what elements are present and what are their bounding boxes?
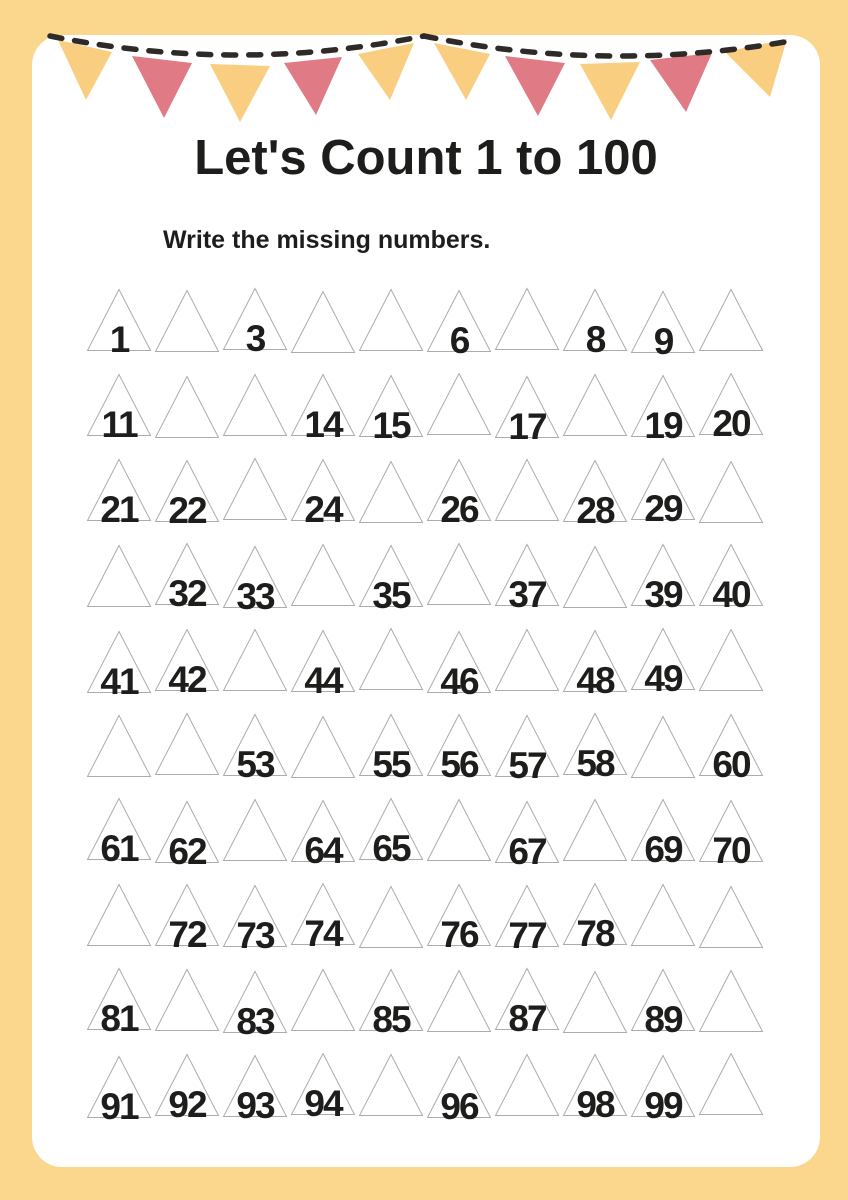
triangle-cell-filled <box>357 374 425 447</box>
cell-number: 77 <box>508 915 546 957</box>
triangle-cell-filled <box>493 800 561 873</box>
cell-number: 55 <box>372 744 410 786</box>
pennant-flag-pink <box>505 56 565 116</box>
triangle-cell-filled <box>561 288 629 361</box>
triangle-cell-filled <box>85 630 153 703</box>
number-grid <box>85 288 767 1138</box>
cell-number: 64 <box>304 830 342 872</box>
grid-row <box>85 543 767 628</box>
triangle-cell-blank <box>697 1052 765 1116</box>
triangle-outline <box>562 545 628 609</box>
cell-number: 65 <box>372 828 410 870</box>
triangle-outline <box>698 460 764 524</box>
cell-number: 53 <box>236 744 274 786</box>
triangle-cell-filled <box>221 287 289 360</box>
triangle-cell-filled <box>629 968 697 1041</box>
cell-number: 67 <box>508 831 546 873</box>
triangle-outline <box>358 885 424 949</box>
triangle-cell-filled <box>289 458 357 531</box>
triangle-outline <box>562 970 628 1034</box>
triangle-cell-blank <box>493 1053 561 1117</box>
page-title: Let's Count 1 to 100 <box>194 131 658 185</box>
triangle-outline <box>358 288 424 352</box>
cell-number: 91 <box>100 1086 138 1128</box>
grid-row <box>85 713 767 798</box>
instruction-text: Write the missing numbers. <box>163 226 491 255</box>
cell-number: 17 <box>508 406 546 448</box>
pennant-flag-yellow <box>58 40 112 100</box>
triangle-outline <box>698 1052 764 1116</box>
triangle-cell-filled <box>561 459 629 532</box>
triangle-cell-filled <box>561 882 629 955</box>
triangle-cell-filled <box>357 968 425 1041</box>
triangle-cell-blank <box>425 798 493 862</box>
cell-number: 69 <box>644 829 682 871</box>
triangle-cell-blank <box>289 543 357 607</box>
triangle-cell-filled <box>629 290 697 363</box>
cell-number: 19 <box>644 405 682 447</box>
triangle-cell-filled <box>289 1052 357 1125</box>
cell-number: 74 <box>304 913 342 955</box>
triangle-cell-filled <box>153 628 221 701</box>
triangle-cell-blank <box>697 969 765 1033</box>
triangle-cell-blank <box>289 968 357 1032</box>
cell-number: 44 <box>304 660 342 702</box>
cell-number: 56 <box>440 744 478 786</box>
triangle-cell-blank <box>153 968 221 1032</box>
cell-number: 6 <box>449 320 469 362</box>
triangle-cell-filled <box>425 289 493 362</box>
triangle-outline <box>222 798 288 862</box>
triangle-cell-blank <box>561 373 629 437</box>
triangle-cell-blank <box>153 375 221 439</box>
cell-number: 76 <box>440 914 478 956</box>
triangle-outline <box>562 798 628 862</box>
triangle-cell-blank <box>357 288 425 352</box>
pennant-flags <box>58 39 787 122</box>
cell-number: 9 <box>653 321 673 363</box>
cell-number: 42 <box>168 659 206 701</box>
triangle-cell-filled <box>153 542 221 615</box>
triangle-outline <box>154 375 220 439</box>
triangle-cell-blank <box>221 628 289 692</box>
triangle-outline <box>426 969 492 1033</box>
cell-number: 98 <box>576 1084 614 1126</box>
triangle-outline <box>358 627 424 691</box>
triangle-outline <box>698 628 764 692</box>
triangle-outline <box>494 287 560 351</box>
triangle-outline <box>426 542 492 606</box>
cell-number: 85 <box>372 999 410 1041</box>
triangle-cell-blank <box>153 712 221 776</box>
cell-number: 20 <box>712 403 750 445</box>
grid-row <box>85 458 767 543</box>
triangle-cell-blank <box>357 460 425 524</box>
triangle-outline <box>358 460 424 524</box>
triangle-cell-blank <box>221 457 289 521</box>
triangle-outline <box>358 1053 424 1117</box>
worksheet-content <box>32 35 820 1138</box>
triangle-cell-filled <box>357 544 425 617</box>
cell-number: 96 <box>440 1086 478 1128</box>
pennant-flag-yellow <box>434 43 490 100</box>
cell-number: 99 <box>644 1085 682 1127</box>
triangle-cell-filled <box>289 799 357 872</box>
cell-number: 21 <box>100 489 138 531</box>
cell-number: 8 <box>585 319 605 361</box>
cell-number: 37 <box>508 574 546 616</box>
cell-number: 57 <box>508 745 546 787</box>
cell-number: 72 <box>168 914 206 956</box>
cell-number: 15 <box>372 405 410 447</box>
grid-row <box>85 883 767 968</box>
cell-number: 94 <box>304 1083 342 1125</box>
triangle-cell-blank <box>221 798 289 862</box>
cell-number: 87 <box>508 998 546 1040</box>
triangle-outline <box>630 715 696 779</box>
grid-row <box>85 288 767 373</box>
triangle-cell-filled <box>289 882 357 955</box>
triangle-cell-filled <box>561 712 629 785</box>
pennant-flag-pink <box>284 57 342 115</box>
cell-number: 1 <box>109 319 129 361</box>
triangle-cell-filled <box>289 373 357 446</box>
pennant-flag-yellow <box>358 43 414 100</box>
cell-number: 62 <box>168 831 206 873</box>
triangle-cell-filled <box>629 627 697 700</box>
pennant-flag-yellow <box>580 62 640 120</box>
triangle-cell-filled <box>85 288 153 361</box>
triangle-cell-blank <box>697 628 765 692</box>
cell-number: 70 <box>712 830 750 872</box>
grid-row <box>85 373 767 458</box>
triangle-outline <box>494 1053 560 1117</box>
triangle-cell-blank <box>289 290 357 354</box>
triangle-cell-filled <box>153 1053 221 1126</box>
triangle-outline <box>290 543 356 607</box>
triangle-cell-blank <box>493 287 561 351</box>
triangle-cell-blank <box>425 542 493 606</box>
triangle-outline <box>290 968 356 1032</box>
triangle-cell-filled <box>561 1053 629 1126</box>
cell-number: 28 <box>576 490 614 532</box>
triangle-cell-blank <box>289 715 357 779</box>
cell-number: 14 <box>304 404 342 446</box>
triangle-outline <box>426 798 492 862</box>
pennant-flag-pink <box>650 53 712 112</box>
triangle-cell-filled <box>221 545 289 618</box>
triangle-cell-filled <box>425 713 493 786</box>
cell-number: 22 <box>168 490 206 532</box>
triangle-cell-filled <box>697 713 765 786</box>
cell-number: 40 <box>712 574 750 616</box>
cell-number: 41 <box>100 661 138 703</box>
triangle-outline <box>222 373 288 437</box>
cell-number: 11 <box>101 404 137 446</box>
triangle-cell-filled <box>697 372 765 445</box>
cell-number: 60 <box>712 744 750 786</box>
triangle-cell-filled <box>493 967 561 1040</box>
cell-number: 33 <box>236 576 274 618</box>
triangle-cell-blank <box>493 628 561 692</box>
triangle-cell-filled <box>493 884 561 957</box>
triangle-cell-filled <box>85 1055 153 1128</box>
cell-number: 92 <box>168 1084 206 1126</box>
triangle-cell-blank <box>629 883 697 947</box>
triangle-cell-filled <box>697 543 765 616</box>
triangle-outline <box>222 457 288 521</box>
pennant-flag-pink <box>132 56 192 118</box>
triangle-cell-filled <box>153 883 221 956</box>
triangle-cell-blank <box>697 460 765 524</box>
triangle-cell-blank <box>425 969 493 1033</box>
triangle-cell-blank <box>561 970 629 1034</box>
triangle-outline <box>562 373 628 437</box>
triangle-cell-filled <box>629 457 697 530</box>
cell-number: 32 <box>168 573 206 615</box>
triangle-outline <box>698 969 764 1033</box>
triangle-cell-filled <box>629 798 697 871</box>
triangle-cell-filled <box>221 1054 289 1127</box>
triangle-cell-filled <box>85 797 153 870</box>
grid-row <box>85 798 767 883</box>
triangle-cell-filled <box>221 970 289 1043</box>
triangle-outline <box>154 712 220 776</box>
triangle-cell-blank <box>697 885 765 949</box>
triangle-cell-blank <box>85 883 153 947</box>
triangle-cell-filled <box>493 714 561 787</box>
triangle-cell-filled <box>85 458 153 531</box>
bunting-banner <box>0 0 848 145</box>
triangle-cell-filled <box>289 629 357 702</box>
triangle-outline <box>290 290 356 354</box>
triangle-cell-blank <box>561 798 629 862</box>
triangle-outline <box>222 628 288 692</box>
triangle-cell-filled <box>629 1054 697 1127</box>
cell-number: 83 <box>236 1001 274 1043</box>
triangle-outline <box>86 883 152 947</box>
grid-row <box>85 968 767 1053</box>
triangle-cell-blank <box>85 714 153 778</box>
cell-number: 46 <box>440 661 478 703</box>
cell-number: 3 <box>245 318 265 360</box>
cell-number: 26 <box>440 489 478 531</box>
triangle-cell-blank <box>425 372 493 436</box>
triangle-cell-filled <box>425 458 493 531</box>
cell-number: 39 <box>644 574 682 616</box>
grid-row <box>85 1053 767 1138</box>
triangle-cell-blank <box>561 545 629 609</box>
triangle-cell-filled <box>425 883 493 956</box>
cell-number: 49 <box>644 658 682 700</box>
triangle-cell-filled <box>697 799 765 872</box>
triangle-cell-filled <box>153 459 221 532</box>
triangle-cell-blank <box>493 458 561 522</box>
grid-row <box>85 628 767 713</box>
triangle-outline <box>698 288 764 352</box>
triangle-cell-filled <box>153 800 221 873</box>
triangle-cell-filled <box>561 629 629 702</box>
triangle-cell-filled <box>221 884 289 957</box>
triangle-cell-blank <box>697 288 765 352</box>
cell-number: 24 <box>304 489 342 531</box>
cell-number: 48 <box>576 660 614 702</box>
triangle-outline <box>630 883 696 947</box>
triangle-outline <box>290 715 356 779</box>
triangle-outline <box>426 372 492 436</box>
cell-number: 73 <box>236 915 274 957</box>
triangle-cell-blank <box>85 544 153 608</box>
cell-number: 58 <box>576 743 614 785</box>
cell-number: 35 <box>372 575 410 617</box>
triangle-cell-blank <box>357 885 425 949</box>
triangle-cell-filled <box>221 713 289 786</box>
triangle-cell-filled <box>629 543 697 616</box>
triangle-cell-filled <box>493 543 561 616</box>
cell-number: 29 <box>644 488 682 530</box>
triangle-cell-filled <box>425 630 493 703</box>
triangle-outline <box>494 628 560 692</box>
triangle-outline <box>154 968 220 1032</box>
triangle-cell-filled <box>425 1055 493 1128</box>
triangle-outline <box>86 544 152 608</box>
triangle-cell-filled <box>357 797 425 870</box>
triangle-cell-blank <box>221 373 289 437</box>
cell-number: 89 <box>644 999 682 1041</box>
cell-number: 93 <box>236 1085 274 1127</box>
cell-number: 81 <box>100 998 138 1040</box>
triangle-outline <box>154 289 220 353</box>
triangle-cell-filled <box>357 713 425 786</box>
pennant-flag-yellow <box>210 64 270 122</box>
triangle-cell-filled <box>493 375 561 448</box>
cell-number: 78 <box>576 913 614 955</box>
triangle-cell-blank <box>357 1053 425 1117</box>
triangle-cell-blank <box>357 627 425 691</box>
triangle-outline <box>494 458 560 522</box>
cell-number: 61 <box>100 828 138 870</box>
triangle-cell-blank <box>629 715 697 779</box>
triangle-cell-filled <box>629 374 697 447</box>
triangle-cell-filled <box>85 373 153 446</box>
triangle-outline <box>698 885 764 949</box>
triangle-outline <box>86 714 152 778</box>
triangle-cell-blank <box>153 289 221 353</box>
triangle-cell-filled <box>85 967 153 1040</box>
